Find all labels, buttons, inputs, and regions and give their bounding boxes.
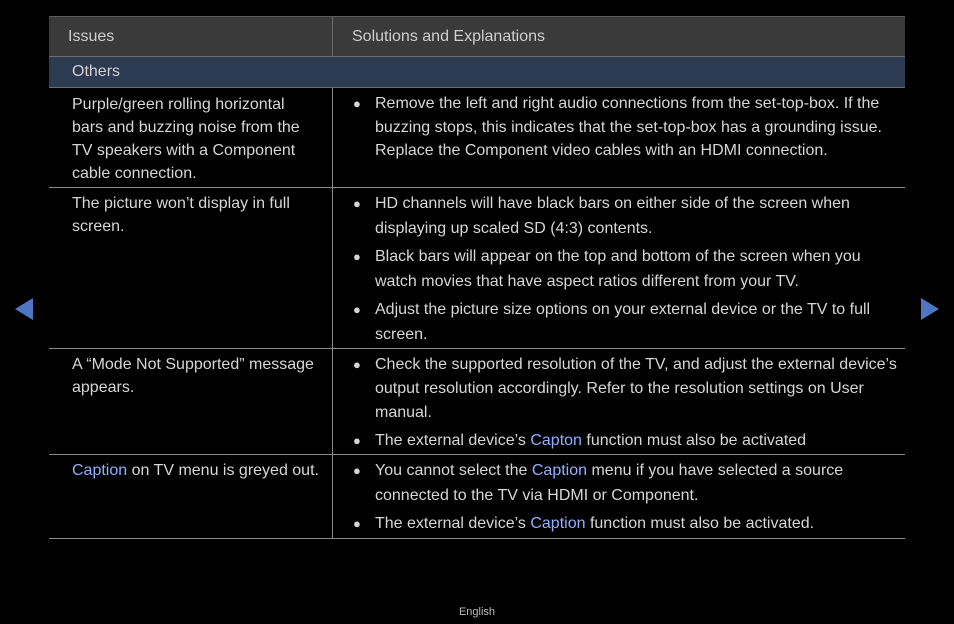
table-header: [49, 16, 905, 57]
bullet-icon: ●: [353, 433, 361, 448]
solution-text: Check the supported resolution of the TV, and adjust the external device’s output resolution accordingly. Refer to the resolution settings on User manual.: [375, 356, 897, 421]
issue-cell: A “Mode Not Supported” message appears.: [49, 349, 333, 454]
solution-text: Remove the left and right audio connections from the set-top-box. If the buzzing stops, this indicates that the set-top-box has a grounding issue. Replace the Component video cables with an HDMI connection.: [375, 95, 882, 159]
table-row: [49, 188, 905, 349]
table-row: [49, 349, 905, 455]
triangle-right-icon[interactable]: [921, 298, 939, 320]
caption-keyword: Capton: [530, 432, 582, 449]
footer-language: English: [458, 606, 496, 618]
caption-keyword: Caption: [72, 462, 128, 479]
solution-bullet: [333, 459, 905, 508]
solution-bullet: [333, 512, 905, 537]
header-solutions: Solutions and Explanations: [352, 28, 546, 45]
caption-keyword: Caption: [530, 515, 586, 532]
issue-cell: [49, 455, 333, 538]
solution-text-end: function must also be activated: [581, 432, 807, 449]
solution-text: [375, 429, 905, 454]
troubleshooting-table: [49, 16, 905, 539]
bullet-icon: ●: [353, 96, 361, 111]
header-issues: Issues: [49, 17, 333, 56]
bullet-icon: ●: [353, 463, 361, 478]
solution-bullet: [333, 429, 905, 454]
bullet-icon: ●: [353, 249, 361, 264]
issue-cell: Purple/green rolling horizontal bars and buzzing noise from the TV speakers with a Component cable connection.: [49, 88, 333, 187]
solution-bullet: [333, 245, 905, 294]
solution-text-start: You cannot select the: [375, 462, 532, 479]
caption-keyword: Caption: [531, 462, 588, 479]
solution-text: Black bars will appear on the top and bottom of the screen when you watch movies that have aspect ratios different from your TV.: [375, 248, 861, 290]
bullet-icon: ●: [353, 196, 361, 211]
table-row: [49, 88, 905, 188]
issue-text: on TV menu is greyed out.: [127, 462, 319, 479]
bullet-icon: ●: [353, 357, 361, 372]
solution-text: [375, 512, 905, 537]
solution-cell: [333, 349, 905, 454]
bullet-icon: ●: [353, 302, 361, 317]
solution-bullet: [333, 353, 905, 425]
triangle-left-icon[interactable]: [15, 298, 33, 320]
solution-text: Adjust the picture size options on your external device or the TV to full screen.: [375, 301, 871, 343]
solution-bullet: [333, 298, 905, 347]
solution-text-start: The external device’s: [375, 432, 531, 449]
solution-bullet: [333, 92, 905, 163]
solution-cell: [333, 188, 905, 348]
section-others: Others: [49, 57, 905, 88]
solution-text-end: menu if you have selected a source connected to the TV via HDMI or Component.: [375, 462, 844, 504]
solution-cell: [333, 88, 905, 187]
solution-text: [375, 459, 905, 508]
solution-bullet: [333, 192, 905, 241]
solution-text-end: function must also be activated.: [585, 515, 815, 532]
bullet-icon: ●: [353, 516, 361, 531]
table-row: [49, 455, 905, 539]
issue-cell: The picture won’t display in full screen.: [49, 188, 333, 348]
solution-cell: [333, 455, 905, 538]
solution-text: HD channels will have black bars on either side of the screen when displaying up scaled SD (4:3) contents.: [375, 195, 850, 237]
solution-text-start: The external device’s: [375, 515, 531, 532]
